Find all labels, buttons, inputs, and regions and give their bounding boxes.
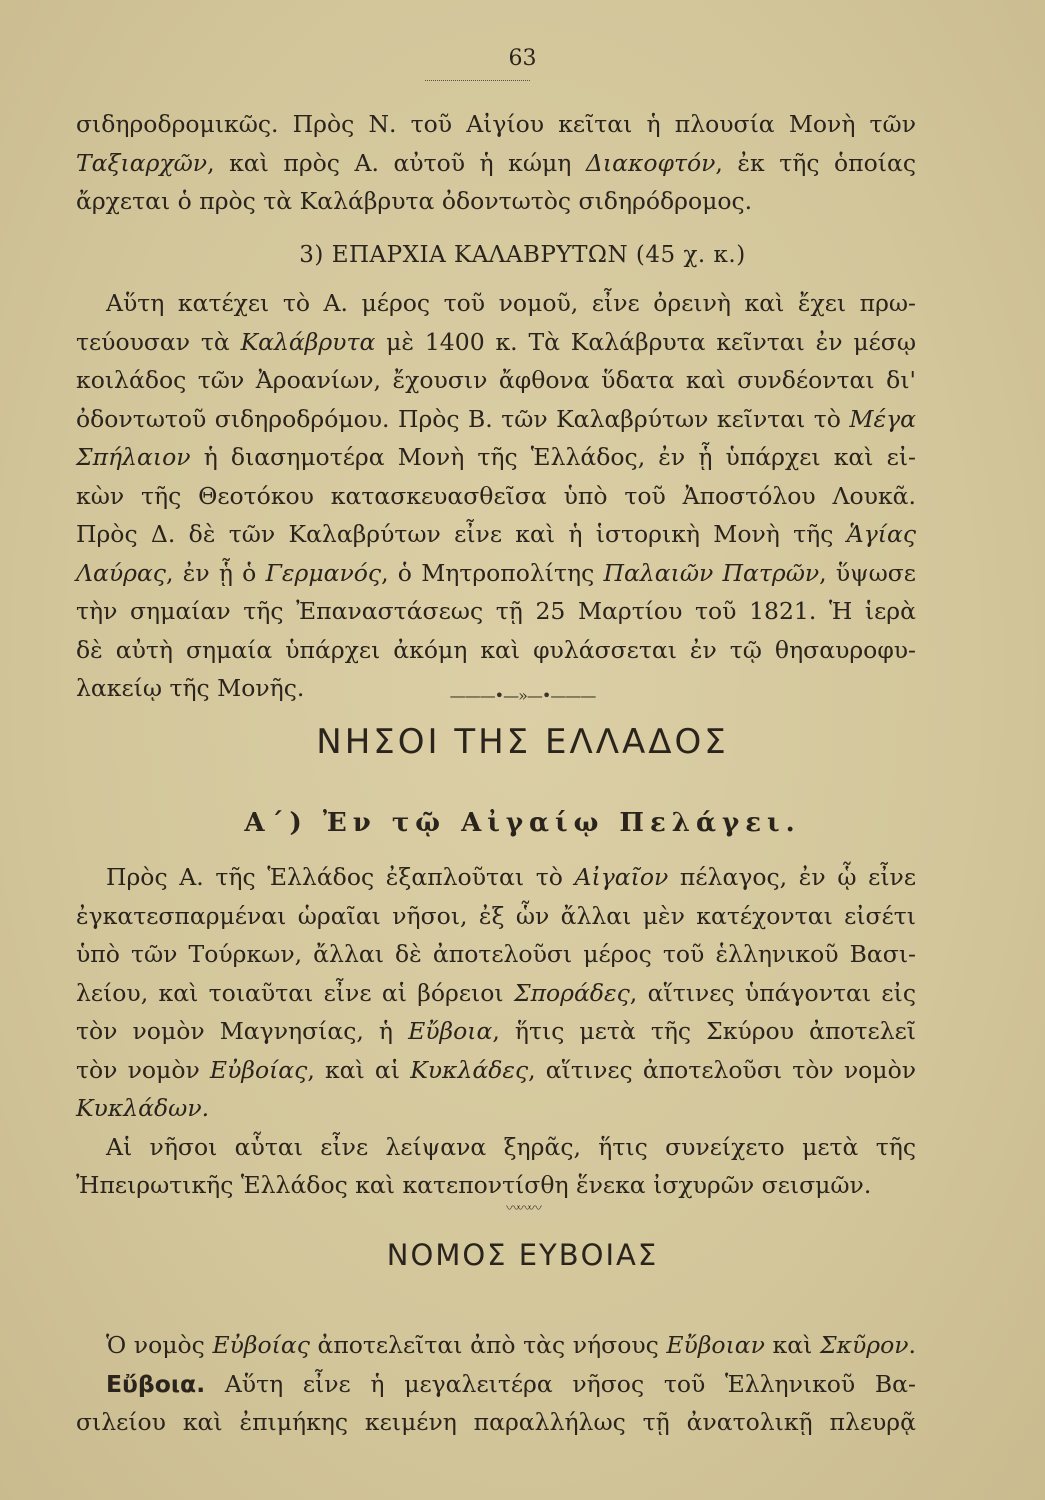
- text-line: Αὕτη κατέχει τὸ Α. μέρος τοῦ νομοῦ, εἶνε ὀρεινὴ καὶ ἔχει πρω-: [106, 289, 916, 317]
- page-number-rule: [425, 80, 530, 81]
- text-line: ὀδοντωτοῦ σιδηροδρόμου. Πρὸς Β. τῶν Καλαβρύτων κεῖνται τὸ Μέγα: [76, 404, 916, 433]
- text-line: ὑπὸ τῶν Τούρκων, ἄλλαι δὲ ἀποτελοῦσι μέρος τοῦ ἑλληνικοῦ Βασι-: [76, 940, 916, 968]
- text-line: δὲ αὐτὴ σημαία ὑπάρχει ἀκόμη καὶ φυλάσσεται ἐν τῷ θησαυροφυ-: [76, 635, 916, 664]
- ornament-wave-divider: 〰〰〰: [506, 1201, 539, 1217]
- subsection-title: Α΄) Ἐν τῷ Αἰγαίῳ Πελάγει.: [244, 808, 801, 838]
- text-line: τὸν νομὸν Εὐβοίας, καὶ αἱ Κυκλάδες, αἵτινες ἀποτελοῦσι τὸν νομὸν: [76, 1055, 916, 1084]
- text-line: λείου, καὶ τοιαῦται εἶνε αἱ βόρειοι Σποράδες, αἵτινες ὑπάγονται εἰς: [76, 978, 916, 1007]
- text-line: ἄρχεται ὁ πρὸς τὰ Καλάβρυτα ὀδοντωτὸς σιδηρόδρομος.: [76, 187, 753, 215]
- text-line: σιδηροδρομικῶς. Πρὸς Ν. τοῦ Αἰγίου κεῖται ἡ πλουσία Μονὴ τῶν: [76, 110, 916, 138]
- district-heading: 3) ΕΠΑΡΧΙΑ ΚΑΛΑΒΡΥΤΩΝ (45 χ. κ.): [299, 242, 746, 268]
- text-line: Κυκλάδων.: [76, 1094, 210, 1122]
- text-line: Ὁ νομὸς Εὐβοίας ἀποτελεῖται ἀπὸ τὰς νήσους Εὔβοιαν καὶ Σκῦρον.: [106, 1331, 916, 1359]
- text-line: Ἠπειρωτικῆς Ἑλλάδος καὶ κατεποντίσθη ἕνεκα ἰσχυρῶν σεισμῶν.: [76, 1171, 872, 1199]
- text-line: ἐγκατεσπαρμέναι ὡραῖαι νῆσοι, ἐξ ὧν ἄλλαι μὲν κατέχονται εἰσέτι: [76, 901, 916, 930]
- section-title: ΝΗΣΟΙ ΤΗΣ ΕΛΛΑΔΟΣ: [316, 722, 729, 762]
- text-line: Εὔβοια. Αὕτη εἶνε ἡ μεγαλειτέρα νῆσος τοῦ Ἑλληνικοῦ Βα-: [106, 1369, 916, 1398]
- text-line: κοιλάδος τῶν Ἀροανίων, ἔχουσιν ἄφθονα ὕδατα καὶ συνδέονται δι': [76, 366, 916, 394]
- text-line: τὴν σημαίαν τῆς Ἐπαναστάσεως τῇ 25 Μαρτίου τοῦ 1821. Ἡ ἱερὰ: [76, 597, 916, 625]
- paragraph-euboea: [76, 1326, 916, 1442]
- text-line: κὼν τῆς Θεοτόκου κατασκευασθεῖσα ὑπὸ τοῦ Ἀποστόλου Λουκᾶ.: [76, 481, 916, 510]
- text-line: τεύουσαν τὰ Καλάβρυτα μὲ 1400 κ. Τὰ Καλάβρυτα κεῖνται ἐν μέσῳ: [76, 327, 916, 356]
- section-title-euboea: ΝΟΜΟΣ ΕΥΒΟΙΑΣ: [386, 1238, 659, 1272]
- text-line: Αἱ νῆσοι αὗται εἶνε λείψανα ξηρᾶς, ἥτις συνείχετο μετὰ τῆς: [106, 1132, 916, 1161]
- text-line: σιλείου καὶ ἐπιμήκης κειμένη παραλλήλως τῇ ἀνατολικῇ πλευρᾷ: [76, 1408, 916, 1436]
- text-line: τὸν νομὸν Μαγνησίας, ἡ Εὔβοια, ἥτις μετὰ τῆς Σκύρου ἀποτελεῖ: [76, 1017, 916, 1045]
- text-line: Πρὸς Α. τῆς Ἑλλάδος ἐξαπλοῦται τὸ Αἰγαῖον πέλαγος, ἐν ᾧ εἶνε: [106, 863, 917, 891]
- ornament-divider: ———•—»—•———: [449, 686, 596, 705]
- paragraph-aegean: [76, 858, 916, 1205]
- page-number: 63: [508, 46, 537, 71]
- text-line: Λαύρας, ἐν ᾗ ὁ Γερμανός, ὁ Μητροπολίτης Παλαιῶν Πατρῶν, ὕψωσε: [76, 558, 916, 587]
- text-line: Ταξιαρχῶν, καὶ πρὸς Α. αὐτοῦ ἡ κώμη Διακοφτόν, ἐκ τῆς ὁποίας: [76, 148, 917, 177]
- paragraph-continuation: [76, 105, 916, 221]
- text-line: Πρὸς Δ. δὲ τῶν Καλαβρύτων εἶνε καὶ ἡ ἱστορικὴ Μονὴ τῆς Ἁγίας: [76, 520, 916, 548]
- text-line: Σπήλαιον ἡ διασημοτέρα Μονὴ τῆς Ἑλλάδος, ἐν ᾗ ὑπάρχει καὶ εἰ-: [76, 443, 916, 471]
- text-line: λακείῳ τῆς Μονῆς.: [76, 674, 305, 702]
- paragraph-kalavryta: [76, 284, 916, 708]
